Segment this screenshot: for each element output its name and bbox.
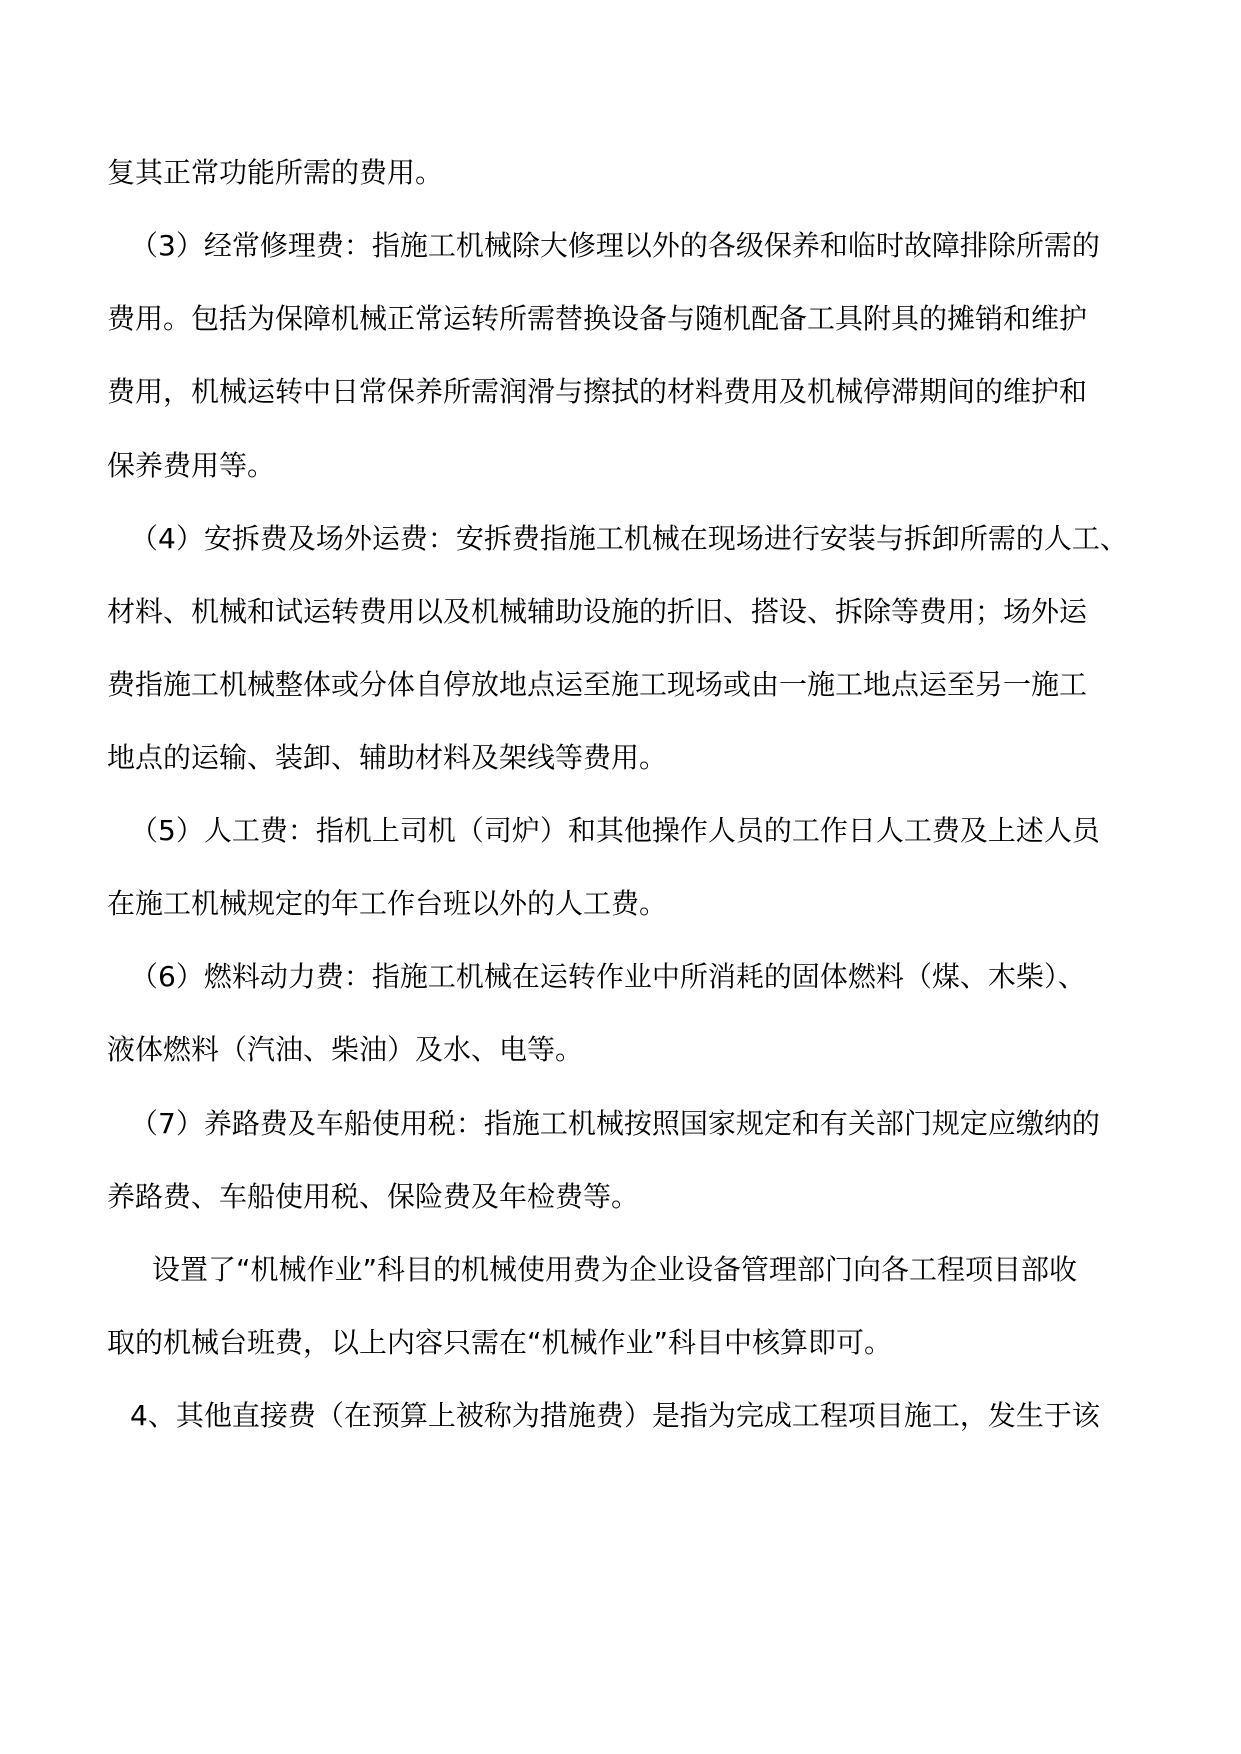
text-line: 费用，机械运转中日常保养所需润滑与擦拭的材料费用及机械停滞期间的维护和 (107, 375, 1088, 408)
text-line: 养路费、车船使用税、保险费及年检费等。 (107, 1180, 640, 1213)
text-line: （6）燃料动力费：指施工机械在运转作业中所消耗的固体燃料（煤、木柴）、 (130, 960, 1086, 993)
text-line: 设置了“机械作业”科目的机械使用费为企业设备管理部门向各工程项目部收 (152, 1253, 1078, 1286)
text-line: 复其正常功能所需的费用。 (107, 156, 444, 189)
text-line: 地点的运输、装卸、辅助材料及架线等费用。 (107, 741, 668, 774)
text-line: 4、其他直接费（在预算上被称为措施费）是指为完成工程项目施工，发生于该 (130, 1399, 1100, 1432)
text-line: 在施工机械规定的年工作台班以外的人工费。 (107, 887, 668, 920)
text-line: 液体燃料（汽油、柴油）及水、电等。 (107, 1033, 584, 1066)
text-line: （7）养路费及车船使用税：指施工机械按照国家规定和有关部门规定应缴纳的 (130, 1107, 1100, 1140)
text-line: （5）人工费：指机上司机（司炉）和其他操作人员的工作日人工费及上述人员 (130, 814, 1100, 847)
text-line: 取的机械台班费，以上内容只需在“机械作业”科目中核算即可。 (107, 1326, 893, 1359)
text-line: （3）经常修理费：指施工机械除大修理以外的各级保养和临时故障排除所需的 (130, 229, 1100, 262)
text-line: 费指施工机械整体或分体自停放地点运至施工现场或由一施工地点运至另一施工 (107, 668, 1088, 701)
text-line: 材料、机械和试运转费用以及机械辅助设施的折旧、搭设、拆除等费用；场外运 (107, 595, 1088, 628)
text-line: 费用。包括为保障机械正常运转所需替换设备与随机配备工具附具的摊销和维护 (107, 302, 1088, 335)
text-line: （4）安拆费及场外运费：安拆费指施工机械在现场进行安装与拆卸所需的人工、 (130, 522, 1128, 555)
text-line: 保养费用等。 (107, 449, 276, 482)
